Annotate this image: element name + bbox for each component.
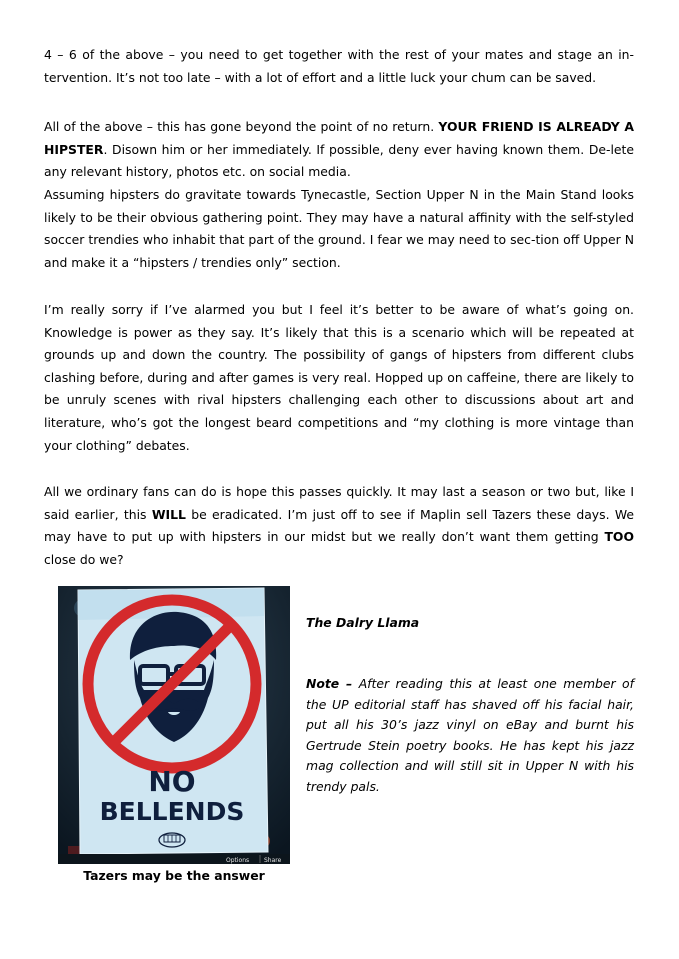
- paragraph-text: All we ordinary fans can do is hope this passes quickly. It may last a season or two but, like I said earlier, this: [44, 484, 634, 522]
- note-label: Note –: [306, 676, 353, 691]
- editorial-note: [306, 674, 634, 798]
- share-link[interactable]: Share: [264, 857, 282, 864]
- photo-caption: Tazers may be the answer: [83, 868, 265, 883]
- paragraph-alarmed: [44, 299, 634, 457]
- paragraph-upper-n: [44, 184, 634, 274]
- paragraph-ordinary-fans: [44, 481, 634, 571]
- paragraph-intervention: [44, 44, 634, 89]
- note-text: After reading this at least one member of the UP editorial staff has shaved off his facial hair, put all his 30’s jazz vinyl on eBay and burnt his Gertrude Stein poetry books. He has kept his jazz mag collection and will still sit in Upper N with his trendy pals.: [306, 676, 634, 794]
- no-bellends-photo: [58, 586, 290, 864]
- paragraph-text: close do we?: [44, 551, 124, 567]
- paragraph-text: All of the above – this has gone beyond the point of no return.: [44, 119, 439, 134]
- paragraph-text: Assuming hipsters do gravitate towards Tynecastle, Section Upper N in the Main Stand looks likely to be their obvious gathering point. They may have a natural affinity with the self-styled soccer trendies who inhabit that part of the ground. I fear we may need to sec-tion off Upper N and make it a “hipsters / trendies only” section.: [44, 187, 634, 270]
- options-link[interactable]: Options: [226, 857, 250, 864]
- no-bellends-sign-illustration: [58, 586, 290, 864]
- author-signature: [306, 613, 634, 634]
- paragraph-already-hipster: [44, 116, 634, 184]
- paragraph-text: 4 – 6 of the above – you need to get together with the rest of your mates and stage an in-tervention. It’s not too late – with a lot of effort and a little luck your chum can be saved.: [44, 47, 634, 85]
- author-name: The Dalry Llama: [306, 615, 420, 630]
- sign-text-no: NO: [148, 765, 196, 798]
- emphasis-text: YOUR FRIEND IS ALREADY A HIPSTER: [44, 119, 634, 157]
- paragraph-text: . Disown him or her immediately. If possible, deny ever having known them. De-lete any relevant history, photos etc. on social media.: [44, 141, 634, 180]
- emphasis-text: WILL: [151, 506, 186, 522]
- paragraph-text: be eradicated. I’m just off to see if Maplin sell Tazers these days. We may have to put up with hipsters in our midst but we really don’t want them getting: [44, 506, 635, 545]
- emphasis-text: TOO: [604, 529, 634, 545]
- sign-text-bellends: BELLENDS: [99, 797, 245, 826]
- paragraph-text: I’m really sorry if I’ve alarmed you but I feel it’s better to be aware of what’s going on. Knowledge is power as they say. It’s likely that this is a scenario which will be repeated at grounds up and down the country. The possibility of gangs of hipsters from different clubs clashing before, during and after games is very real. Hopped up on caffeine, there are likely to be unruly scenes with rival hipsters challenging each other to discussions about art and literature, who’s got the longest beard competitions and “my clothing is more vintage than your clothing” debates.: [44, 302, 634, 453]
